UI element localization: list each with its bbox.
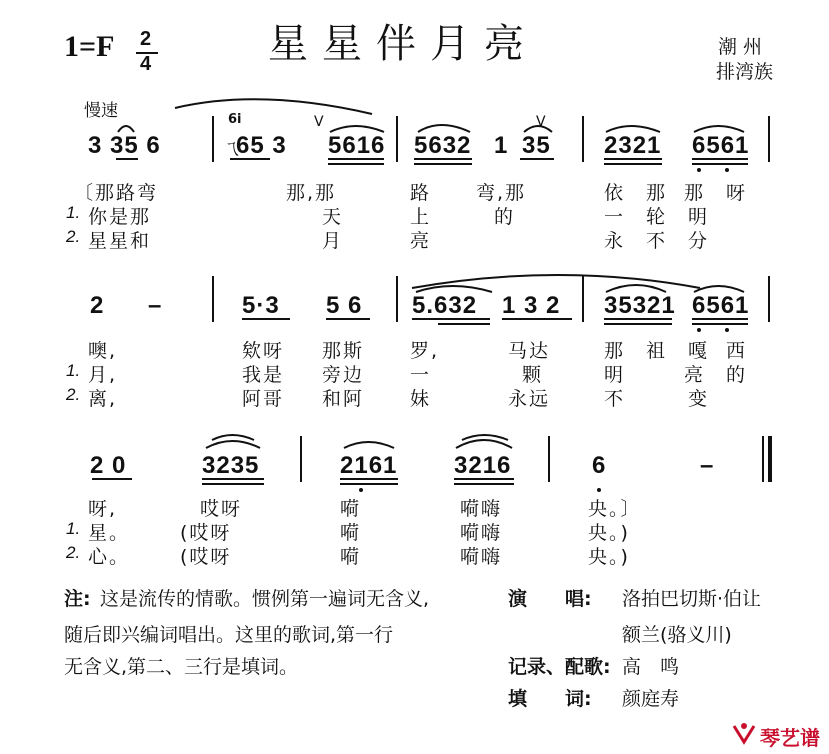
barline [768, 116, 770, 162]
notes-s2-m4b: 6561 [692, 292, 750, 319]
lyric-s2-r1-5: 明 [604, 364, 626, 386]
lyric-s2-r0-7: 嘎 [688, 340, 710, 362]
time-signature-denominator: 4 [140, 53, 152, 75]
note-line-3: 无含义,第二、三行是填词。 [64, 656, 299, 678]
verse-number-1: 1. [66, 361, 81, 380]
lyric-s3-r2-2: 嗬 [340, 546, 362, 568]
lyric-s2-r2-0: 离, [88, 388, 118, 410]
verse-number-2: 2. [66, 385, 81, 404]
lyric-s2-r0-6: 祖 [646, 340, 668, 362]
notes-s2-m2a: 5·3 [242, 292, 280, 319]
note-line-1: 这是流传的情歌。惯例第一遍词无含义, [100, 588, 430, 610]
lyric-s1-r2-2: 亮 [410, 230, 432, 252]
final-barline-thick [768, 436, 772, 482]
lyric-s3-r1-1: (哎呀 [180, 522, 232, 544]
barline [212, 116, 214, 162]
lyric-s1-r1-4: 一 [604, 206, 626, 228]
notes-s3-m2a: 2161 [340, 452, 398, 479]
notes-s2-m1b: – [148, 292, 163, 319]
barline [300, 436, 302, 482]
lyric-s2-r0-8: 西 [726, 340, 748, 362]
lyric-s1-r2-1: 月 [322, 230, 344, 252]
lyric-s3-r1-2: 嗬 [340, 522, 362, 544]
lyric-s1-r1-2: 上 [410, 206, 432, 228]
notes-s3-m1a: 2 0 [90, 452, 127, 479]
verse-number-2: 2. [66, 543, 81, 562]
final-barline-thin [762, 436, 764, 482]
lyric-s2-r2-4: 永远 [508, 388, 551, 410]
lyric-s2-r0-5: 那 [604, 340, 626, 362]
lyric-s1-r0-3: 弯,那 [476, 182, 527, 204]
lyric-s1-r2-4: 不 [646, 230, 668, 252]
notes-s3-m3b: – [700, 452, 715, 479]
lyric-s2-r0-0: 噢, [88, 340, 118, 362]
lyric-s1-r1-1: 天 [322, 206, 344, 228]
credit-label-arranger: 记录、配歌: [508, 656, 611, 678]
lyric-s1-r0-4: 依 [604, 182, 626, 204]
lyric-s2-r0-2: 那斯 [322, 340, 365, 362]
barline [548, 436, 550, 482]
notes-s3-m1b: 3235 [202, 452, 260, 479]
notes-s2-m1a: 2 [90, 292, 105, 319]
notes-measure-3b: 1 [494, 132, 509, 159]
verse-number-1: 1. [66, 203, 81, 222]
lyric-s3-r0-0: 呀, [88, 498, 118, 520]
notes-s3-m2b: 3216 [454, 452, 512, 479]
lyric-s3-r0-1: 哎呀 [200, 498, 243, 520]
note-label: 注: [64, 588, 91, 610]
song-title: 星星伴月亮 [268, 21, 538, 67]
grace-notes: 6i [228, 112, 242, 127]
logo-text: 琴艺谱 [760, 726, 820, 750]
lyric-s2-r1-1: 我是 [242, 364, 285, 386]
verse-number-1: 1. [66, 519, 81, 538]
lyric-s2-r0-3: 罗, [410, 340, 440, 362]
time-signature-numerator: 2 [140, 28, 152, 50]
notes-s2-m2b: 5 6 [326, 292, 363, 319]
credit-value-lyricist: 颜庭寿 [622, 688, 680, 710]
lyric-s2-r0-4: 马达 [508, 340, 551, 362]
credit-label-performer: 演 唱: [508, 588, 592, 610]
lyric-s1-r0-5: 那 [646, 182, 668, 204]
lyric-s2-r2-5: 不 [604, 388, 626, 410]
lyric-s3-r0-3: 嗬嗨 [460, 498, 503, 520]
lyric-s3-r2-3: 嗬嗨 [460, 546, 503, 568]
lyric-s2-r1-3: 一 [410, 364, 432, 386]
notes-s2-m3b: 1 3 2 [502, 292, 561, 319]
lyric-s1-r0-7: 呀 [726, 182, 748, 204]
notes-measure-1: 3 35 6 [88, 132, 161, 159]
lyric-s3-r2-4: 央。) [588, 546, 630, 568]
notes-measure-2a: 65 3 [236, 132, 287, 159]
lyric-s1-r0-0: 〔那路弯 [74, 182, 159, 204]
region-label: 潮 州 [718, 36, 763, 58]
lyric-s3-r1-4: 央。) [588, 522, 630, 544]
verse-number-2: 2. [66, 227, 81, 246]
tempo-marking: 慢速 [84, 101, 118, 121]
ethnic-label: 排湾族 [716, 61, 774, 83]
notes-measure-3c: 35 [522, 132, 551, 159]
lyric-s3-r0-2: 嗬 [340, 498, 362, 520]
lyric-s2-r1-7: 的 [726, 364, 748, 386]
lyric-s1-r1-6: 明 [688, 206, 710, 228]
notes-measure-3a: 5632 [414, 132, 472, 159]
barline [396, 116, 398, 162]
lyric-s1-r2-5: 分 [688, 230, 710, 252]
notes-s2-m4a: 35321 [604, 292, 676, 319]
lyric-s1-r1-3: 的 [494, 206, 516, 228]
lyric-s1-r1-5: 轮 [646, 206, 668, 228]
barline [768, 276, 770, 322]
credit-value-performer-2: 额兰(骆义川) [622, 624, 732, 646]
lyric-s2-r2-2: 和阿 [322, 388, 365, 410]
notes-measure-4b: 6561 [692, 132, 750, 159]
lyric-s2-r1-0: 月, [88, 364, 118, 386]
barline [582, 276, 584, 322]
lyric-s3-r2-0: 心。 [88, 546, 131, 568]
credit-value-performer: 洛拍巴切斯·伯让 [622, 588, 762, 610]
lyric-s1-r2-3: 永 [604, 230, 626, 252]
lyric-s2-r2-1: 阿哥 [242, 388, 285, 410]
notes-s3-m3a: 6 [592, 452, 607, 479]
barline [212, 276, 214, 322]
lyric-s2-r1-4: 颗 [522, 364, 544, 386]
lyric-s1-r0-6: 那 [684, 182, 706, 204]
breath-mark-2: V [536, 114, 546, 130]
barline [582, 116, 584, 162]
notes-measure-4a: 2321 [604, 132, 662, 159]
lyric-s3-r2-1: (哎呀 [180, 546, 232, 568]
lyric-s2-r1-2: 旁边 [322, 364, 365, 386]
barline [396, 276, 398, 322]
notes-s2-m3a: 5.632 [412, 292, 478, 319]
lyric-s3-r0-4: 央。〕 [588, 498, 642, 520]
lyric-s1-r2-0: 星星和 [88, 230, 152, 252]
credit-label-lyricist: 填 词: [508, 688, 592, 710]
logo-icon [730, 720, 758, 748]
lyric-s3-r1-3: 嗬嗨 [460, 522, 503, 544]
breath-mark-1: V [314, 114, 324, 130]
lyric-s1-r0-1: 那,那 [286, 182, 337, 204]
lyric-s1-r1-0: 你是那 [88, 206, 152, 228]
lyric-s3-r1-0: 星。 [88, 522, 131, 544]
lyric-s2-r2-6: 变 [688, 388, 710, 410]
lyric-s2-r1-6: 亮 [684, 364, 706, 386]
lyric-s2-r2-3: 妹 [410, 388, 432, 410]
key-signature: 1=F [64, 30, 115, 63]
credit-value-arranger: 高 鸣 [622, 656, 680, 678]
tie-curl: ㄟ [222, 136, 242, 160]
lyric-s2-r0-1: 欸呀 [242, 340, 285, 362]
notes-measure-2b: 5616 [328, 132, 386, 159]
lyric-s1-r0-2: 路 [410, 182, 432, 204]
note-line-2: 随后即兴编词唱出。这里的歌词,第一行 [64, 624, 394, 646]
